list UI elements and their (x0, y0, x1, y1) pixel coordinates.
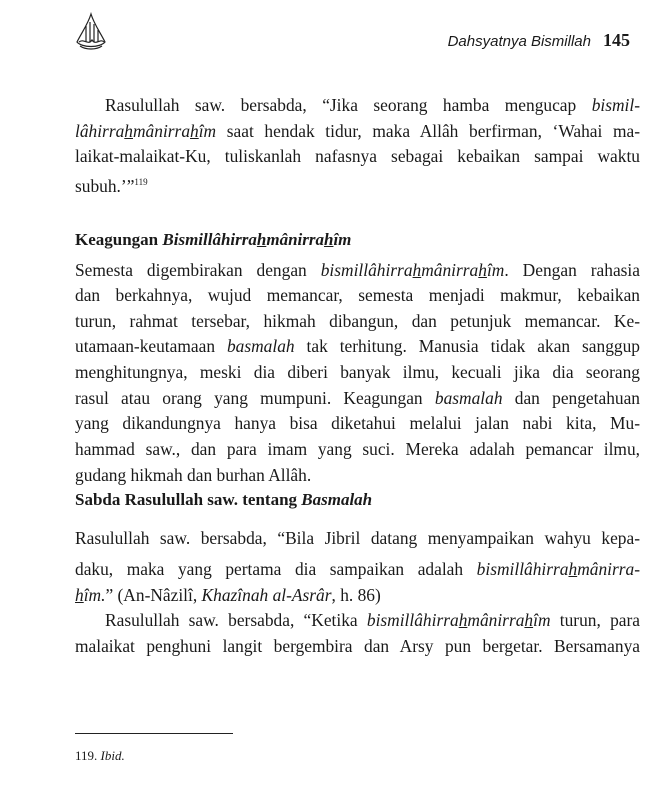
text-line (75, 310, 640, 332)
text-run: h (75, 585, 84, 605)
text-run: mânirra (467, 610, 525, 630)
text-run: turun, para (550, 610, 640, 630)
text-line (75, 259, 640, 281)
text-run: basmalah (226, 336, 295, 356)
text-run: Keagungan (75, 230, 163, 249)
text-run: , h. 86) (331, 585, 381, 605)
text-run: bismillâhirra (320, 260, 413, 280)
text-line (75, 464, 640, 486)
text-run: yang dikandungnya hanya bisa diketahui melalui jalan nabi kita, Mu- (75, 413, 640, 433)
text-line (75, 527, 640, 549)
text-line (105, 94, 640, 116)
text-line (105, 609, 640, 631)
text-run: îm (533, 610, 551, 630)
running-title: Dahsyatnya Bismillah (447, 33, 591, 50)
text-run: Bismillâhirra (162, 230, 257, 249)
text-run: lâhirra (75, 121, 125, 141)
text-run: bismil- (591, 95, 640, 115)
text-run: dan berkahnya, wujud memancar, semesta menjadi makmur, kebaikan (75, 285, 640, 305)
text-run: menghitungnya, meski dia diberi banyak ilmu, kecuali jika dia seorang (75, 362, 640, 382)
text-run: turun, rahmat tersebar, hikmah dibangun, dan petunjuk memancar. Ke- (75, 311, 640, 331)
text-run: h (478, 260, 487, 280)
text-run: ” (An-Nâzilî, (105, 585, 202, 605)
text-run: îm. (83, 585, 106, 605)
text-line (75, 120, 640, 142)
text-run: bismillâhirra (366, 610, 459, 630)
bismillah-calligraphy-logo (74, 12, 108, 52)
text-run: h (190, 121, 199, 141)
text-run: utamaan-keutamaan (75, 336, 227, 356)
text-run: h (524, 610, 534, 630)
footnote-divider (75, 733, 233, 734)
text-run: mânirra (266, 230, 324, 249)
text-run: mânirra (421, 260, 479, 280)
text-line (75, 361, 640, 383)
text-run: saat hendak tidur, maka Allâh berfirman, ‘Wahai ma- (216, 121, 640, 141)
footnote-number: 119. (75, 748, 98, 763)
text-line (75, 387, 640, 409)
text-run: h (568, 559, 578, 579)
text-run: Sabda Rasulullah saw. tentang (75, 490, 302, 509)
text-run: Rasulullah saw. bersabda, “Bila Jibril datang menyampaikan wahyu kepa- (75, 528, 640, 548)
text-run: mânirra- (577, 559, 640, 579)
text-run: . Dengan rahasia (504, 260, 640, 280)
text-line (75, 145, 640, 167)
text-run: tak terhitung. Manusia tidak akan sanggup (294, 336, 640, 356)
text-run: subuh.’” (75, 176, 135, 196)
text-run: Rasulullah saw. bersabda, “Jika seorang hamba mengucap (105, 95, 592, 115)
text-line (75, 584, 640, 606)
text-line (75, 171, 640, 197)
text-line (75, 335, 640, 357)
text-line (75, 635, 640, 657)
text-run: h (124, 121, 133, 141)
text-run: daku, maka yang pertama dia sampaikan adalah (75, 559, 477, 579)
text-run: rasul atau orang yang mumpuni. Keagungan (75, 388, 435, 408)
text-run: basmalah (434, 388, 503, 408)
text-run: laikat-malaikat-Ku, tuliskanlah nafasnya sebagai kebaikan sampai waktu (75, 146, 640, 166)
text-run: mânirra (133, 121, 191, 141)
text-run: h (256, 230, 267, 249)
text-run: bismillâhirra (476, 559, 569, 579)
footnote (75, 748, 125, 764)
page-number: 145 (603, 30, 630, 50)
text-run: h (323, 230, 334, 249)
section-heading (75, 489, 640, 511)
text-run: Rasulullah saw. bersabda, “Ketika (105, 610, 367, 630)
text-run: malaikat penghuni langit bergembira dan Arsy pun bergetar. Bersamanya (75, 636, 640, 656)
text-line (75, 412, 640, 434)
footnote-text: Ibid. (100, 748, 125, 763)
text-run: Khazînah al-Asrâr (201, 585, 332, 605)
text-run: Semesta digembirakan dengan (75, 260, 321, 280)
text-run: Basmalah (301, 490, 373, 509)
text-line (75, 284, 640, 306)
text-line (75, 558, 640, 580)
running-header (448, 30, 630, 51)
text-run: gudang hikmah dan burhan Allâh. (75, 465, 312, 485)
text-run: h (412, 260, 422, 280)
footnote-ref: 119 (134, 177, 148, 187)
text-run: dan pengetahuan (502, 388, 640, 408)
text-run: îm (486, 260, 505, 280)
text-line (75, 438, 640, 460)
text-run: îm (333, 230, 352, 249)
text-run: h (458, 610, 468, 630)
section-heading (75, 229, 640, 251)
text-run: îm (198, 121, 217, 141)
text-run: hammad saw., dan para imam yang suci. Mereka adalah pemancar ilmu, (75, 439, 640, 459)
